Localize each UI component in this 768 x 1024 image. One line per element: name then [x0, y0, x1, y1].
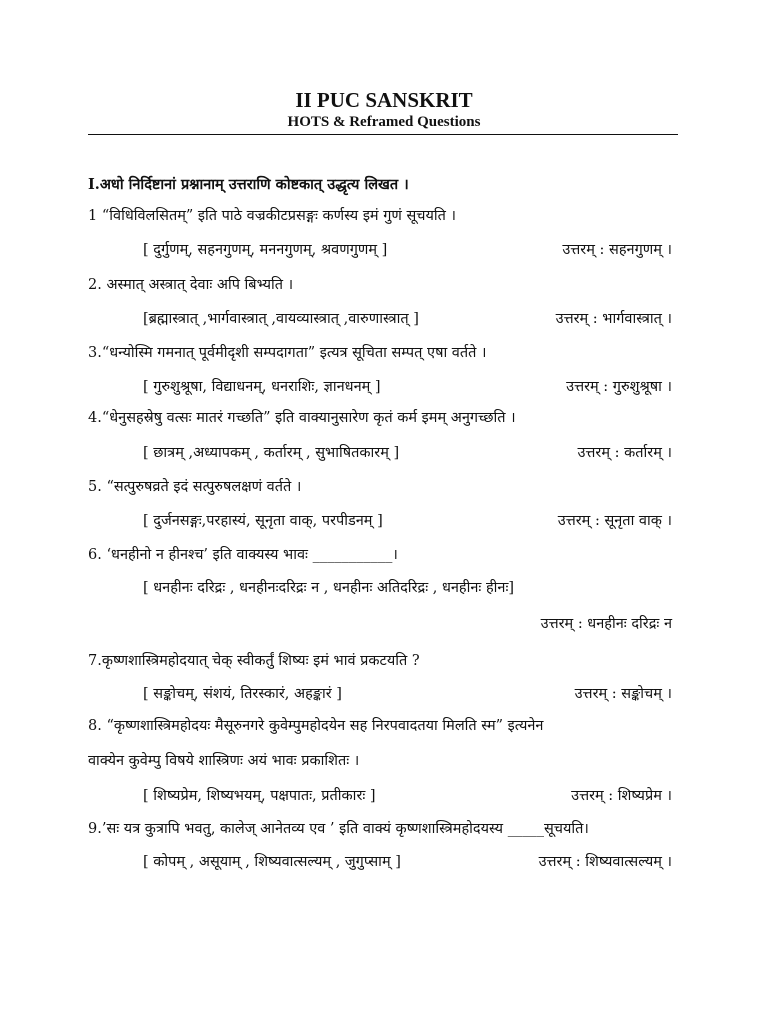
question-3-options: [ गुरुशुश्रूषा, विद्याधनम्, धनराशिः, ज्ञानधनम् ]: [143, 379, 381, 395]
question-7-answer: उत्तरम् : सङ्कोचम् ।: [574, 686, 672, 702]
page-title: II PUC SANSKRIT: [295, 88, 473, 112]
question-6-answer: उत्तरम् : धनहीनः दरिद्रः न: [540, 616, 672, 632]
question-9-answer: उत्तरम् : शिष्यवात्सल्यम् ।: [538, 854, 672, 870]
question-8-text-cont: वाक्येन कुवेम्पु विषये शास्त्रिणः अयं भावः प्रकाशितः ।: [88, 753, 360, 769]
question-8-options: [ शिष्यप्रेम, शिष्यभयम्, पक्षपातः, प्रतीकारः ]: [143, 788, 376, 804]
question-2-answer: उत्तरम् : भार्गवास्त्रात् ।: [555, 311, 672, 327]
title-underline: [88, 134, 678, 135]
question-9-options: [ कोपम् , असूयाम् , शिष्यवात्सल्यम् , जुगुप्साम् ]: [143, 854, 401, 870]
page-subtitle: HOTS & Reframed Questions: [287, 114, 481, 130]
question-8-text: 8. “कृष्णशास्त्रिमहोदयः मैसूरुनगरे कुवेम्पुमहोदयेन सह निरपवादतया मिलति स्म” इत्यनेन: [88, 718, 544, 734]
question-9-text: 9.’सः यत्र कुत्रापि भवतु, कालेज् आनेतव्य एव ’ इति वाक्यं कृष्णशास्त्रिमहोदयस्य _____सूचयति।: [88, 821, 589, 837]
question-4-answer: उत्तरम् : कर्तारम् ।: [577, 445, 672, 461]
question-2-text: 2. अस्मात् अस्त्रात् देवाः अपि बिभ्यति ।: [88, 277, 294, 293]
question-8-answer: उत्तरम् : शिष्यप्रेम ।: [571, 788, 672, 804]
question-5-text: 5. “सत्पुरुषव्रते इदं सत्पुरुषलक्षणं वर्तते ।: [88, 479, 302, 495]
question-4-text: 4.“धेनुसहस्रेषु वत्सः मातरं गच्छति” इति वाक्यानुसारेण कृतं कर्म इमम् अनुगच्छति ।: [88, 410, 516, 426]
question-4-options: [ छात्रम् ,अध्यापकम् , कर्तारम् , सुभाषितकारम् ]: [143, 445, 400, 461]
question-1-text: 1 “विधिविलसितम्” इति पाठे वज्रकीटप्रसङ्गः कर्णस्य इमं गुणं सूचयति ।: [88, 208, 457, 224]
question-7-options: [ सङ्कोचम्, संशयं, तिरस्कारं, अहङ्कारं ]: [143, 686, 342, 702]
question-5-answer: उत्तरम् : सूनृता वाक् ।: [557, 513, 672, 529]
question-3-text: 3.“धन्योस्मि गमनात् पूर्वमीदृशी सम्पदागता” इत्यत्र सूचिता सम्पत् एषा वर्तते ।: [88, 345, 487, 361]
question-5-options: [ दुर्जनसङ्गः,परहास्यं, सूनृता वाक्, परपीडनम् ]: [143, 513, 383, 529]
question-3-answer: उत्तरम् : गुरुशुश्रूषा ।: [566, 379, 672, 395]
question-2-options: [ब्रह्मास्त्रात् ,भार्गवास्त्रात् ,वायव्यास्त्रात् ,वारुणास्त्रात् ]: [143, 311, 419, 327]
question-7-text: 7.कृष्णशास्त्रिमहोदयात् चेक् स्वीकर्तुं शिष्यः इमं भावं प्रकटयति ?: [88, 653, 420, 669]
question-6-text: 6. ‘धनहीनो न हीनश्च’ इति वाक्यस्य भावः ___________।: [88, 547, 398, 563]
question-1-answer: उत्तरम् : सहनगुणम् ।: [562, 242, 672, 258]
question-1-options: [ दुर्गुणम्, सहनगुणम्, मननगुणम्, श्रवणगुणम् ]: [143, 242, 388, 258]
question-6-options: [ धनहीनः दरिद्रः , धनहीनःदरिद्रः न , धनहीनः अतिदरिद्रः , धनहीनः हीनः]: [143, 580, 515, 596]
section-heading: I.अधो निर्दिष्टानां प्रश्नानाम् उत्तराणि कोष्टकात् उद्धृत्य लिखत ।: [88, 176, 409, 193]
